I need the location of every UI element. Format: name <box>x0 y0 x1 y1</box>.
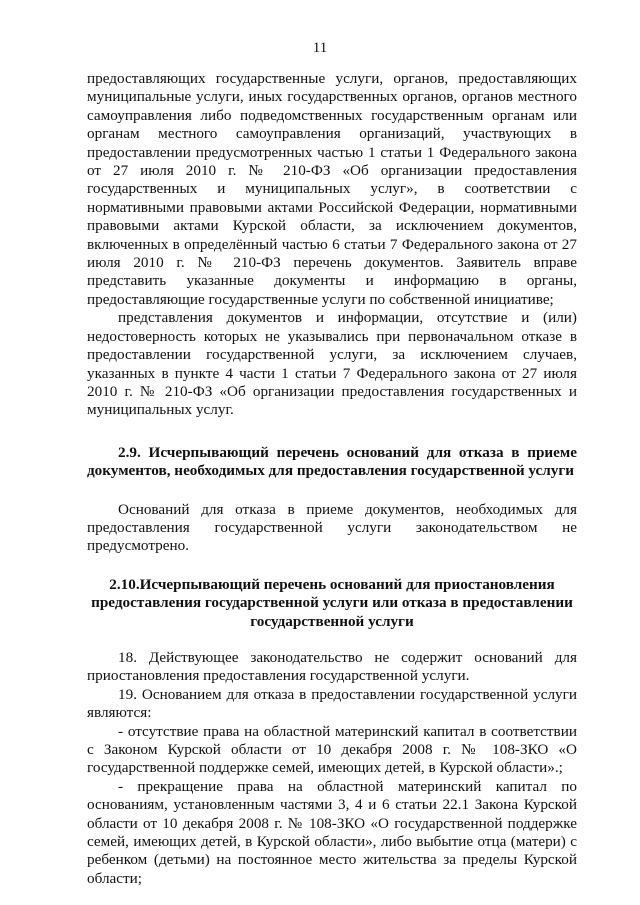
section-heading: 2.9. Исчерпывающий перечень оснований для отказа в приеме документов, необходимых для предоставления государственной услуги <box>87 443 577 480</box>
section-heading: 2.10.Исчерпывающий перечень оснований для приостановления предоставления государственной услуги или отказа в предоставлении государственной услуги <box>91 575 573 630</box>
paragraph: представления документов и информации, отсутствие и (или) недостоверность которых не указывались при первоначальном отказе в предоставлении государственной услуги, за исключением случаев, указанных в пункте 4 части 1 статьи 7 Федерального закона от 27 июля 2010 г. № 210-ФЗ «Об организации предоставления государственных и муниципальных услуг. <box>87 309 577 419</box>
paragraph: предоставляющих государственные услуги, органов, предоставляющих муниципальные услуги, иных государственных органов, органов местного самоуправления либо подведомственных государственным органам или органам местного самоуправления организаций, участвующих в предоставлении предусмотренных частью 1 статьи 1 Федерального закона от 27 июля 2010 г. № 210-ФЗ «Об организации предоставления государственных и муниципальных услуг», в соответствии с нормативными правовыми актами Российской Федерации, нормативными правовыми актами Курской области, за исключением документов, включенных в определённый частью 6 статьи 7 Федерального закона от 27 июля 2010 г. № 210-ФЗ перечень документов. Заявитель вправе представить указанные документы и информацию в органы, предоставляющие государственные услуги по собственной инициативе; <box>87 70 577 308</box>
paragraph: - отсутствие права на областной материнский капитал в соответствии с Законом Курской области от 10 декабря 2008 г. № 108-ЗКО «О государственной поддержке семей, имеющих детей, в Курской области».; <box>87 722 577 777</box>
document-body <box>87 70 577 888</box>
page-number: 11 <box>312 40 328 56</box>
paragraph: 18. Действующее законодательство не содержит оснований для приостановления предоставления государственной услуги. <box>87 648 577 685</box>
paragraph: - прекращение права на областной материнский капитал по основаниям, установленным частями 3, 4 и 6 статьи 22.1 Закона Курской области от 10 декабря 2008 г. № 108-ЗКО «О государственной поддержке семей, имеющих детей, в Курской области», либо выбытие отца (матери) с ребенком (детьми) на постоянное место жительства за пределы Курской области; <box>87 777 577 887</box>
paragraph: 19. Основанием для отказа в предоставлении государственной услуги являются: <box>87 685 577 722</box>
paragraph: Оснований для отказа в приеме документов, необходимых для предоставления государственной услуги законодательством не предусмотрено. <box>87 500 577 555</box>
